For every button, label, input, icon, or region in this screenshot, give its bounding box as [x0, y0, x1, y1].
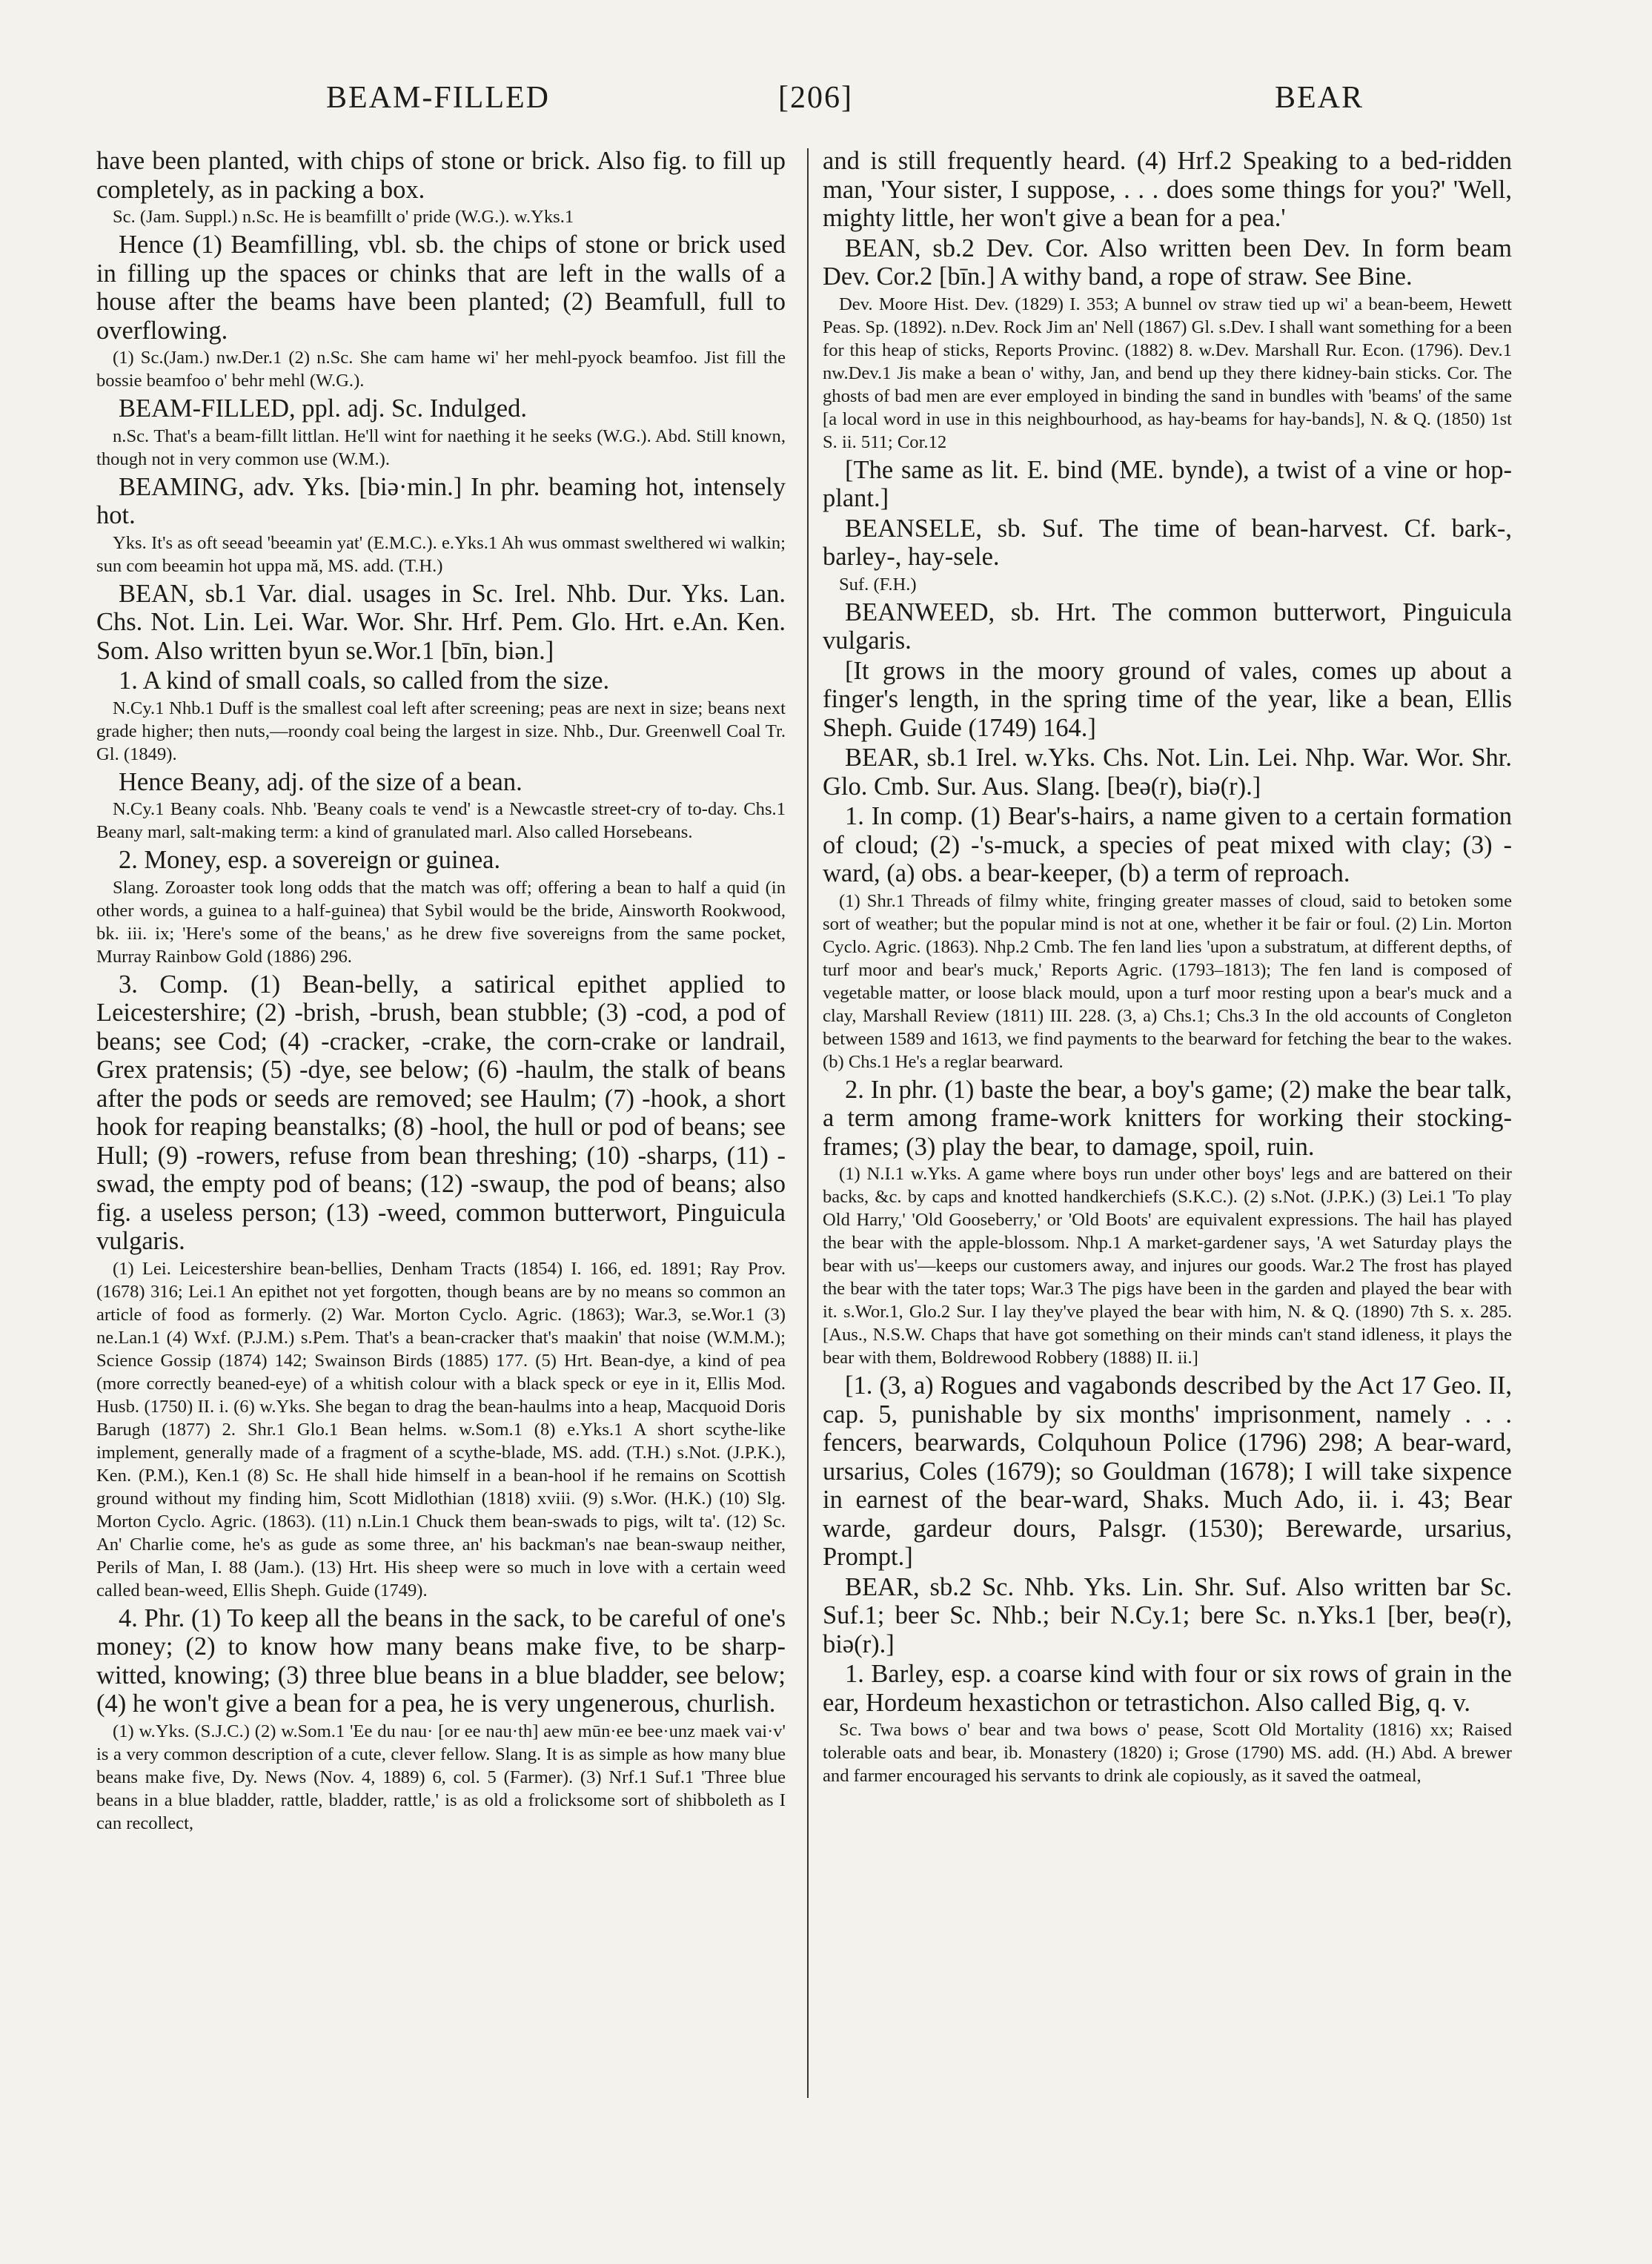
right-definition: BEANWEED, sb. Hrt. The common butterwort, Pinguicula vulgaris. [823, 598, 1512, 655]
left-citation: Yks. It's as oft seead 'beeamin yat' (E.M.C.). e.Yks.1 Ah wus ommast swelthered wi walkin; sun com beeamin hot uppa mă, MS. add. (T.H.) [96, 532, 786, 576]
column-divider [807, 148, 809, 2098]
left-definition: BEAN, sb.1 Var. dial. usages in Sc. Irel. Nhb. Dur. Yks. Lan. Chs. Not. Lin. Lei. War. Wor. Shr. Hrf. Pem. Glo. Hrt. e.An. Ken. Som. Also written byun se.Wor.1 [bīn, biən.] [96, 579, 786, 665]
right-definition: [The same as lit. E. bind (ME. bynde), a twist of a vine or hop-plant.] [823, 455, 1512, 512]
right-definition: 1. Barley, esp. a coarse kind with four or six rows of grain in the ear, Hordeum hexastichon or tetrastichon. Also called Big, q. v. [823, 1660, 1512, 1717]
left-definition: Hence (1) Beamfilling, vbl. sb. the chips of stone or brick used in filling up the spaces or chinks that are left in the walls of a house after the beams have been planted; (2) Beamfull, full to overflowing. [96, 231, 786, 345]
right-definition: 1. In comp. (1) Bear's-hairs, a name given to a certain formation of cloud; (2) -'s-muck, a species of peat mixed with clay; (3) -ward, (a) obs. a bear-keeper, (b) a term of reproach. [823, 802, 1512, 887]
right-citation: Suf. (F.H.) [839, 574, 917, 595]
left-definition: 3. Comp. (1) Bean-belly, a satirical epithet applied to Leicestershire; (2) -brish, -brush, bean stubble; (3) -cod, a pod of beans; see Cod; (4) -cracker, -crake, the corn-crake or landrail, Grex pratensis; (5) -dye, see below; (6) -haulm, the stalk of beans after the pods or seeds are removed; see Haulm; (7) -hook, a short hook for reaping beanstalks; (8) -hool, the hull or pod of beans; see Hull; (9) -rowers, refuse from bean threshing; (10) -sharps, (11) -swad, the empty pod of beans; (12) -swaup, the pod of beans; also fig. a useless person; (13) -weed, common butterwort, Pinguicula vulgaris. [96, 970, 786, 1255]
left-definition: 4. Phr. (1) To keep all the beans in the sack, to be careful of one's money; (2) to know how many beans make five, to be sharp-witted, knowing; (3) three blue beans in a blue bladder, see below; (4) he won't give a bean for a pea, he is very ungenerous, churlish. [96, 1603, 786, 1718]
left-citation: (1) w.Yks. (S.J.C.) (2) w.Som.1 'Ee du nau· [or ee nau·th] aew mūn·ee bee·unz maek vai·v' is a very common description of a cute, clever fellow. Slang. It is as simple as how many blue beans make five, Dy. News (Nov. 4, 1889) 6, col. 5 (Farmer). (3) Nrf.1 Suf.1 'Three blue beans in a blue bladder, rattle, bladder, rattle,' is as old a frolicksome sort of shibboleth as I can recollect, [96, 1721, 786, 1833]
right-citation: Dev. Moore Hist. Dev. (1829) I. 353; A bunnel ov straw tied up wi' a bean-beem, Hewett Peas. Sp. (1892). n.Dev. Rock Jim an' Nell (1867) Gl. s.Dev. I shall want something for a been for this heap of sticks, Reports Provinc. (1882) 8. w.Dev. Marshall Rur. Econ. (1796). Dev.1 nw.Dev.1 Jis make a bean o' withy, Jan, and bend up they there kidney-bain sticks. Cor. The ghosts of bad men are ever employed in binding the sand in bundles with 'beams' of the same [a local word in use in this neighbourhood, as hay-beams for hay-bands], N. & Q. (1850) 1st S. ii. 511; Cor.12 [823, 294, 1512, 452]
left-citation: n.Sc. That's a beam-fillt littlan. He'll wint for naething it he seeks (W.G.). Abd. Still known, though not in very common use (W.M.). [96, 426, 786, 469]
left-citation: Slang. Zoroaster took long odds that the match was off; offering a bean to half a quid (in other words, a guinea to a half-guinea) that Sybil would be the bride, Ainsworth Rookwood, bk. iii. ix; 'Here's some of the beans,' as he drew five sovereigns from the same pocket, Murray Rainbow Gold (1886) 296. [96, 877, 786, 967]
right-definition: BEAR, sb.2 Sc. Nhb. Yks. Lin. Shr. Suf. Also written bar Sc. Suf.1; beer Sc. Nhb.; beir N.Cy.1; bere Sc. n.Yks.1 [ber, beə(r), biə(r).] [823, 1572, 1512, 1658]
right-column [823, 147, 1512, 1790]
left-definition: 1. A kind of small coals, so called from the size. [119, 666, 610, 695]
right-definition: BEAR, sb.1 Irel. w.Yks. Chs. Not. Lin. Lei. Nhp. War. Wor. Shr. Glo. Cmb. Sur. Aus. Slang. [beə(r), biə(r).] [823, 744, 1512, 801]
page-number: [206] [778, 81, 853, 115]
header-right-headword: BEAR [1274, 81, 1364, 115]
left-citation: Sc. (Jam. Suppl.) n.Sc. He is beamfillt o' pride (W.G.). w.Yks.1 [113, 207, 574, 227]
right-definition: [1. (3, a) Rogues and vagabonds described by the Act 17 Geo. II, cap. 5, punishable by six months' imprisonment, namely . . . fencers, bearwards, Colquhoun Police (1796) 298; A bear-ward, ursarius, Coles (1679); so Gouldman (1678); I will take sixpence in earnest of the bear-ward, Shaks. Much Ado, ii. i. 43; Bear warde, gardeur dours, Palsgr. (1530); Berewarde, ursarius, Prompt.] [823, 1371, 1512, 1571]
right-definition: 2. In phr. (1) baste the bear, a boy's game; (2) make the bear talk, a term among frame-work knitters for working their stocking-frames; (3) play the bear, to damage, spoil, ruin. [823, 1075, 1512, 1161]
left-column [96, 147, 786, 1837]
left-citation: N.Cy.1 Beany coals. Nhb. 'Beany coals te vend' is a Newcastle street-cry of to-day. Chs.1 Beany marl, salt-making term: a kind of granulated marl. Also called Horsebeans. [96, 799, 786, 842]
left-definition: 2. Money, esp. a sovereign or guinea. [119, 846, 501, 874]
right-definition: BEAN, sb.2 Dev. Cor. Also written been Dev. In form beam Dev. Cor.2 [bīn.] A withy band, a rope of straw. See Bine. [823, 234, 1512, 291]
right-citation: (1) Shr.1 Threads of filmy white, fringing greater masses of cloud, said to betoken some sort of weather; but the popular mind is not at one, whether it be fair or foul. (2) Lin. Morton Cyclo. Agric. (1863). Nhp.2 Cmb. The fen land lies 'upon a substratum, at different depths, of turf moor and bear's muck,' Reports Agric. (1793–1813); The fen land is composed of vegetable matter, or loose black mould, upon a turf moor resting upon a bear's muck and a clay, Marshall Review (1811) III. 228. (3, a) Chs.1; Chs.3 In the old accounts of Congleton between 1589 and 1613, we find payments to the bearward for fetching the bear to the wakes. (b) Chs.1 He's a reglar bearward. [823, 890, 1512, 1072]
running-head [96, 80, 1549, 125]
left-citation: (1) Sc.(Jam.) nw.Der.1 (2) n.Sc. She cam hame wi' her mehl-pyock beamfoo. Jist fill the bossie beamfoo o' behr mehl (W.G.). [96, 348, 786, 391]
right-citation: (1) N.I.1 w.Yks. A game where boys run under other boys' legs and are battered on their backs, &c. by caps and knotted handkerchiefs (S.K.C.). (2) s.Not. (J.P.K.) (3) Lei.1 'To play Old Harry,' 'Old Gooseberry,' or 'Old Boots' are equivalent expressions. The hail has played the bear with the apple-blossom. Nhp.1 A market-gardener says, 'A wet Saturday plays the bear with us'—keeps our customers away, and injures our goods. War.2 The frost has played the bear with the tater tops; War.3 The pigs have been in the garden and played the bear with it. s.Wor.1, Glo.2 Sur. I lay they've played the bear with him, N. & Q. (1890) 7th S. x. 285. [Aus., N.S.W. Chaps that have got something on their minds can't stand idleness, it plays the bear with them, Boldrewood Robbery (1888) II. ii.] [823, 1164, 1512, 1368]
left-citation: N.Cy.1 Nhb.1 Duff is the smallest coal left after screening; peas are next in size; beans next grade higher; then nuts,—roondy coal being the largest in size. Nhb., Dur. Greenwell Coal Tr. Gl. (1849). [96, 698, 786, 764]
left-definition: Hence Beany, adj. of the size of a bean. [119, 767, 523, 796]
right-definition: [It grows in the moory ground of vales, comes up about a finger's length, in the spring time of the year, like a bean, Ellis Sheph. Guide (1749) 164.] [823, 656, 1512, 742]
header-left-headword: BEAM-FILLED [326, 81, 550, 115]
left-definition: BEAMING, adv. Yks. [biə·min.] In phr. beaming hot, intensely hot. [96, 472, 786, 529]
left-definition: have been planted, with chips of stone or brick. Also fig. to fill up completely, as in packing a box. [96, 147, 786, 204]
right-citation: Sc. Twa bows o' bear and twa bows o' pease, Scott Old Mortality (1816) xx; Raised tolerable oats and bear, ib. Monastery (1820) i; Grose (1790) MS. add. (H.) Abd. A brewer and farmer encouraged his servants to drink ale copiously, as it saved the oatmeal, [823, 1720, 1512, 1786]
right-definition: and is still frequently heard. (4) Hrf.2 Speaking to a bed-ridden man, 'Your sister, I suppose, . . . does some things for you?' 'Well, mighty little, her won't give a bean for a pea.' [823, 147, 1512, 232]
left-citation: (1) Lei. Leicestershire bean-bellies, Denham Tracts (1854) I. 166, ed. 1891; Ray Prov. (1678) 316; Lei.1 An epithet not yet forgotten, though beans are by no means so common an article of food as formerly. (2) War. Morton Cyclo. Agric. (1863); War.3, se.Wor.1 (3) ne.Lan.1 (4) Wxf. (P.J.M.) s.Pem. That's a bean-cracker that's maakin' that noise (W.M.M.); Science Gossip (1874) 142; Swainson Birds (1885) 177. (5) Hrt. Bean-dye, a kind of pea (more correctly beaned-eye) of a whitish colour with a black speck or eye in it, Ellis Mod. Husb. (1750) II. i. (6) w.Yks. She began to drag the bean-haulms into a heap, Macquoid Doris Barugh (1877) 2. Shr.1 Glo.1 Bean helms. w.Som.1 (8) e.Yks.1 A short scythe-like implement, generally made of a fragment of a scythe-blade, MS. add. (T.H.) s.Not. (J.P.K.), Ken. (P.M.), Ken.1 (8) Sc. He shall hide himself in a bean-hool if he remains on Scottish ground without my finding him, Scott Midlothian (1818) xviii. (9) s.Wor. (H.K.) (10) Slg. Morton Cyclo. Agric. (1863). (11) n.Lin.1 Chuck them bean-swads to pigs, wilt ta'. (12) Sc. An' Charlie come, he's as gude as some three, an' his backman's nae bean-swaup neither, Perils of Man, I. 88 (Jam.). (13) Hrt. His sheep were so much in love with a certain weed called bean-weed, Ellis Sheph. Guide (1749). [96, 1258, 786, 1601]
right-definition: BEANSELE, sb. Suf. The time of bean-harvest. Cf. bark-, barley-, hay-sele. [823, 514, 1512, 571]
left-definition: BEAM-FILLED, ppl. adj. Sc. Indulged. [119, 394, 527, 423]
